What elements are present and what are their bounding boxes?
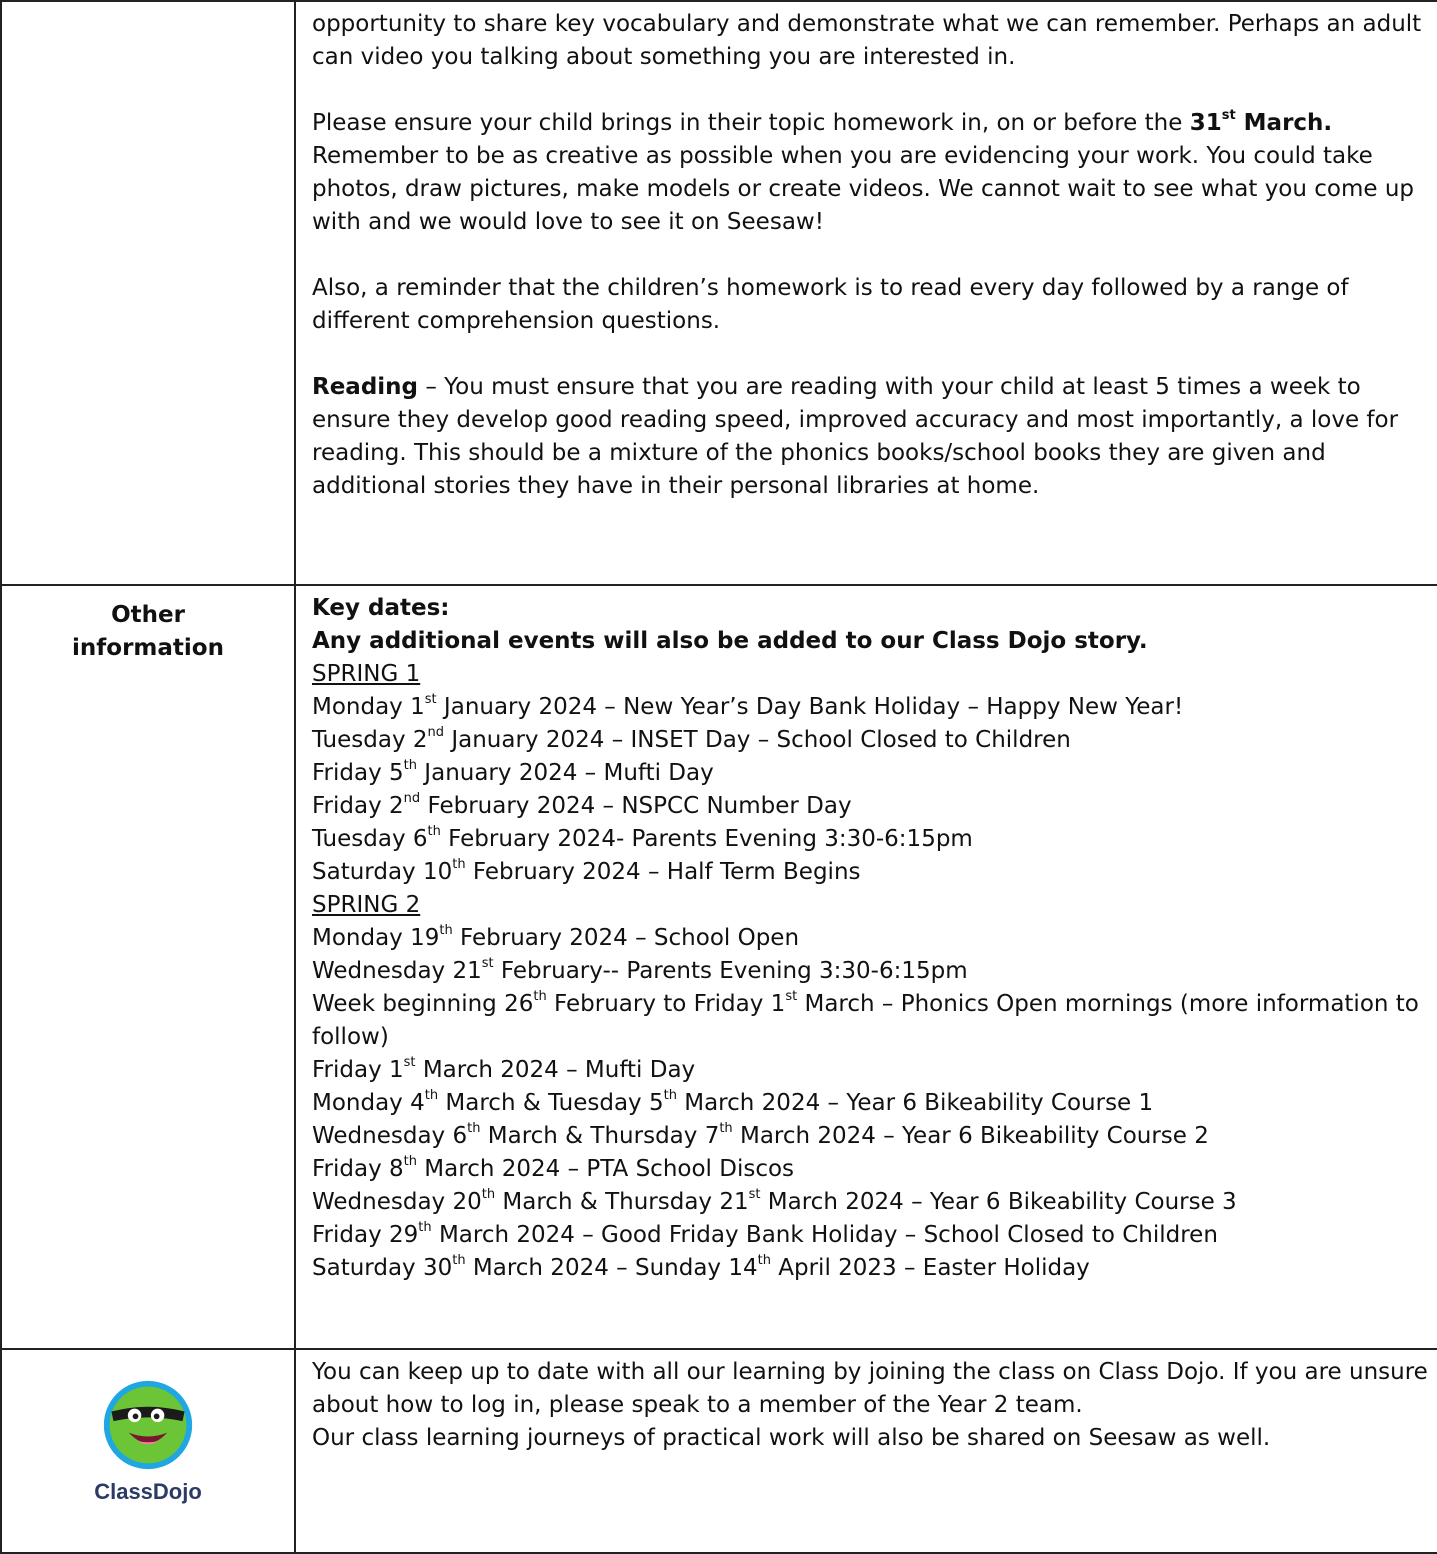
other-information-row [1, 585, 1437, 1349]
key-date-item: Friday 29th March 2024 – Good Friday Bank Holiday – School Closed to Children [312, 1220, 1218, 1248]
key-date-item: Friday 2nd February 2024 – NSPCC Number Day [312, 791, 852, 819]
reading-text: – You must ensure that you are reading with your child at least 5 times a week to ensure they develop good reading speed, improved accuracy and most importantly, a love for reading. This should be a mixture of the phonics books/school books they are given and additional stories they have in their personal libraries at home. [312, 374, 1399, 499]
key-date-item: Friday 1st March 2024 – Mufti Day [312, 1055, 696, 1083]
class-dojo-monster-icon [100, 1377, 196, 1473]
key-date-item: Wednesday 21st February-- Parents Evening 3:30-6:15pm [312, 956, 968, 984]
key-date-item: Saturday 30th March 2024 – Sunday 14th April 2023 – Easter Holiday [312, 1253, 1090, 1281]
key-date-item: Week beginning 26th February to Friday 1st March – Phonics Open mornings (more information to follow) [312, 989, 1419, 1050]
homework-row [1, 1, 1437, 585]
class-dojo-row [1, 1349, 1437, 1553]
spring-2-dates-list [312, 922, 1429, 1285]
key-date-item: Tuesday 6th February 2024- Parents Evening 3:30-6:15pm [312, 824, 973, 852]
class-dojo-logo-cell [1, 1349, 295, 1553]
homework-deadline-date: 31st March. [1189, 108, 1333, 136]
reading-paragraph [312, 371, 1429, 503]
spring-2-label: SPRING 2 [312, 892, 421, 918]
key-dates-title: Key dates: [312, 595, 450, 621]
class-dojo-paragraph-1: You can keep up to date with all our learning by joining the class on Class Dojo. If you are unsure about how to log in, please speak to a member of the Year 2 team. [312, 1359, 1428, 1418]
key-date-item: Monday 4th March & Tuesday 5th March 2024 – Year 6 Bikeability Course 1 [312, 1088, 1154, 1116]
class-dojo-paragraph-2: Our class learning journeys of practical work will also be shared on Seesaw as well. [312, 1425, 1271, 1451]
key-date-item: Monday 19th February 2024 – School Open [312, 923, 800, 951]
other-information-label-cell [1, 585, 295, 1349]
key-date-item: Wednesday 6th March & Thursday 7th March 2024 – Year 6 Bikeability Course 2 [312, 1121, 1209, 1149]
homework-paragraph-3: Also, a reminder that the children’s homework is to read every day followed by a range of different comprehension questions. [312, 275, 1349, 334]
homework-deadline-intro: Please ensure your child brings in their topic homework in, on or before the [312, 110, 1190, 136]
homework-paragraph-2 [312, 107, 1429, 239]
key-date-item: Friday 5th January 2024 – Mufti Day [312, 758, 714, 786]
class-dojo-logo-text: ClassDojo [94, 1479, 202, 1504]
reading-label: Reading [312, 374, 419, 400]
key-date-item: Saturday 10th February 2024 – Half Term Begins [312, 857, 861, 885]
spring-1-label: SPRING 1 [312, 661, 421, 687]
key-date-item: Tuesday 2nd January 2024 – INSET Day – School Closed to Children [312, 725, 1071, 753]
class-dojo-content-cell [295, 1349, 1437, 1553]
spring-1-dates-list [312, 691, 1429, 889]
homework-creative-text: Remember to be as creative as possible when you are evidencing your work. You could take photos, draw pictures, make models or create videos. We cannot wait to see what you come up with and we would love to see it on Seesaw! [312, 143, 1415, 235]
homework-content-cell [295, 1, 1437, 585]
key-date-item: Wednesday 20th March & Thursday 21st March 2024 – Year 6 Bikeability Course 3 [312, 1187, 1237, 1215]
key-dates-note: Any additional events will also be added to our Class Dojo story. [312, 628, 1148, 654]
other-information-heading: Other information [72, 602, 224, 661]
homework-paragraph-1: opportunity to share key vocabulary and demonstrate what we can remember. Perhaps an adult can video you talking about something you are interested in. [312, 11, 1422, 70]
key-date-item: Monday 1st January 2024 – New Year’s Day Bank Holiday – Happy New Year! [312, 692, 1184, 720]
homework-label-cell [1, 1, 295, 585]
key-date-item: Friday 8th March 2024 – PTA School Discos [312, 1154, 795, 1182]
key-dates-cell [295, 585, 1437, 1349]
